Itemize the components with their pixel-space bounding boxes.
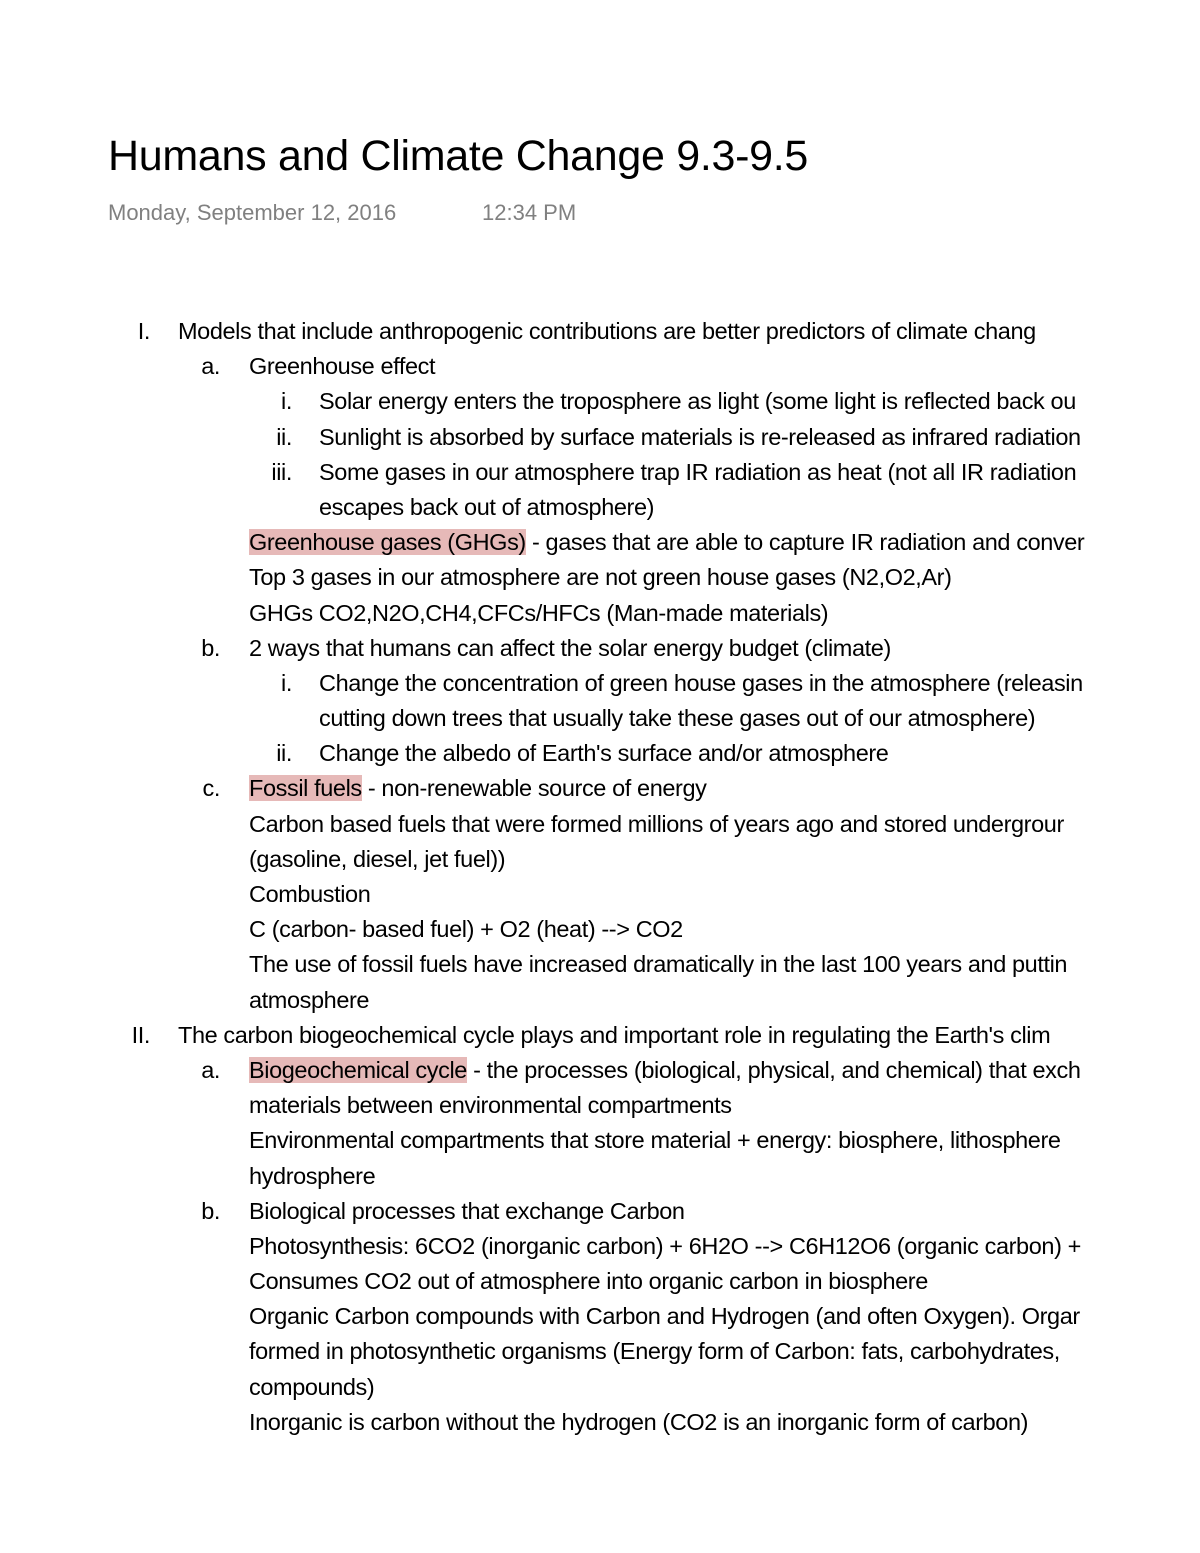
outline-line [0, 596, 1200, 631]
line-text-wrap [249, 1370, 374, 1405]
line-text: C (carbon- based fuel) + O2 (heat) --> CO2 [249, 916, 683, 943]
line-text-wrap [178, 314, 1036, 349]
line-text-wrap [249, 1194, 685, 1229]
line-text-wrap [249, 1123, 1061, 1158]
line-text-wrap [249, 1264, 928, 1299]
list-marker: II. [131, 1021, 150, 1048]
list-marker: b. [201, 1197, 220, 1224]
line-text: Sunlight is absorbed by surface materials is re-released as infrared radiation [319, 423, 1081, 450]
highlighted-term: Fossil fuels [249, 775, 362, 802]
page-title: Humans and Climate Change 9.3-9.5 [108, 132, 808, 180]
line-text: hydrosphere [249, 1162, 376, 1189]
outline-line [0, 1123, 1200, 1158]
line-text-wrap [249, 631, 891, 666]
list-marker: ii. [276, 423, 292, 450]
note-date: Monday, September 12, 2016 [108, 200, 397, 225]
list-marker: I. [137, 318, 150, 344]
outline-line [0, 1229, 1200, 1264]
line-text-wrap [249, 596, 828, 631]
line-text: Consumes CO2 out of atmosphere into organic carbon in biosphere [249, 1268, 928, 1295]
list-marker: b. [201, 634, 220, 661]
line-text: GHGs CO2,N2O,CH4,CFCs/HFCs (Man-made materials) [249, 599, 829, 626]
list-marker: a. [201, 1056, 220, 1083]
outline-line [0, 349, 1200, 384]
outline-line [0, 560, 1200, 595]
line-text-wrap [249, 525, 1084, 560]
highlighted-term: Greenhouse gases (GHGs) [249, 529, 526, 556]
line-text-wrap [249, 1299, 1080, 1334]
outline-line [0, 807, 1200, 842]
line-text-wrap [249, 1159, 375, 1194]
line-text: Some gases in our atmosphere trap IR radiation as heat (not all IR radiation [319, 458, 1077, 485]
outline-line [0, 842, 1200, 877]
list-marker: c. [202, 775, 220, 802]
line-text-wrap [249, 771, 706, 806]
line-text: Solar energy enters the troposphere as light (some light is reflected back ou [319, 388, 1076, 415]
line-text-wrap [249, 807, 1064, 842]
list-marker: i. [281, 388, 292, 415]
line-text-wrap [249, 1088, 732, 1123]
list-marker: i. [281, 669, 292, 696]
line-text: Biological processes that exchange Carbon [249, 1197, 685, 1224]
line-text: compounds) [249, 1373, 375, 1400]
line-text-wrap [319, 736, 888, 771]
line-text: 2 ways that humans can affect the solar energy budget (climate) [249, 634, 891, 661]
list-marker: a. [201, 353, 220, 380]
line-text: cutting down trees that usually take these gases out of our atmosphere) [319, 705, 1036, 732]
line-text: Change the concentration of green house gases in the atmosphere (releasin [319, 669, 1083, 696]
line-text-wrap [249, 842, 505, 877]
outline-line [0, 1018, 1200, 1053]
line-text: The use of fossil fuels have increased dramatically in the last 100 years and puttin [249, 951, 1068, 978]
line-text-wrap [249, 349, 435, 384]
outline-line [0, 525, 1200, 560]
outline-line [0, 420, 1200, 455]
line-text: materials between environmental compartments [249, 1092, 732, 1119]
note-outline [0, 314, 1200, 1494]
list-marker: ii. [276, 740, 292, 767]
line-text-wrap [249, 1229, 1081, 1264]
note-time: 12:34 PM [482, 200, 577, 225]
outline-line [0, 877, 1200, 912]
line-text: Greenhouse effect [249, 353, 436, 380]
outline-line [0, 1159, 1200, 1194]
outline-line [0, 490, 1200, 525]
outline-line [0, 701, 1200, 736]
outline-line [0, 912, 1200, 947]
outline-line [0, 771, 1200, 806]
line-text: The carbon biogeochemical cycle plays and important role in regulating the Earth's clim [178, 1021, 1051, 1048]
line-text: Environmental compartments that store material + energy: biosphere, lithosphere [249, 1127, 1061, 1154]
outline-line [0, 1194, 1200, 1229]
line-text: Organic Carbon compounds with Carbon and Hydrogen (and often Oxygen). Orgar [249, 1303, 1080, 1330]
line-text: formed in photosynthetic organisms (Energy form of Carbon: fats, carbohydrates, [249, 1338, 1060, 1365]
line-text: (gasoline, diesel, jet fuel)) [249, 845, 506, 872]
line-text: Inorganic is carbon without the hydrogen (CO2 is an inorganic form of carbon) [249, 1408, 1029, 1435]
line-text: atmosphere [249, 986, 370, 1013]
list-marker: iii. [271, 458, 292, 485]
line-text: Carbon based fuels that were formed millions of years ago and stored undergrour [249, 810, 1064, 837]
line-text: escapes back out of atmosphere) [319, 493, 655, 520]
outline-line [0, 1370, 1200, 1405]
line-text-wrap [249, 560, 952, 595]
outline-line [0, 1405, 1200, 1440]
outline-line [0, 631, 1200, 666]
line-text-wrap [249, 983, 369, 1018]
outline-line [0, 314, 1200, 349]
outline-line [0, 384, 1200, 419]
line-text: - non-renewable source of energy [361, 775, 707, 802]
line-text: - gases that are able to capture IR radiation and conver [525, 529, 1085, 556]
line-text: Top 3 gases in our atmosphere are not green house gases (N2,O2,Ar) [249, 564, 952, 591]
line-text-wrap [319, 490, 654, 525]
line-text: Models that include anthropogenic contributions are better predictors of climate chang [178, 318, 1036, 344]
line-text: Change the albedo of Earth's surface and/or atmosphere [319, 740, 889, 767]
line-text-wrap [319, 420, 1081, 455]
line-text-wrap [249, 912, 683, 947]
line-text-wrap [178, 1018, 1050, 1053]
outline-line [0, 666, 1200, 701]
outline-line [0, 1264, 1200, 1299]
line-text-wrap [319, 455, 1076, 490]
line-text-wrap [249, 947, 1067, 982]
line-text-wrap [319, 701, 1035, 736]
line-text-wrap [249, 1053, 1081, 1088]
outline-line [0, 1334, 1200, 1369]
outline-line [0, 1088, 1200, 1123]
outline-line [0, 1053, 1200, 1088]
outline-line [0, 983, 1200, 1018]
line-text-wrap [319, 666, 1083, 701]
line-text-wrap [319, 384, 1076, 419]
outline-line [0, 947, 1200, 982]
line-text-wrap [249, 1334, 1060, 1369]
highlighted-term: Biogeochemical cycle [249, 1056, 467, 1083]
outline-line [0, 455, 1200, 490]
line-text: - the processes (biological, physical, and chemical) that exch [466, 1056, 1081, 1083]
line-text-wrap [249, 1405, 1028, 1440]
outline-line [0, 736, 1200, 771]
outline-line [0, 1299, 1200, 1334]
line-text: Photosynthesis: 6CO2 (inorganic carbon) + 6H2O --> C6H12O6 (organic carbon) + [249, 1232, 1081, 1259]
line-text: Combustion [249, 881, 371, 907]
line-text-wrap [249, 877, 370, 912]
